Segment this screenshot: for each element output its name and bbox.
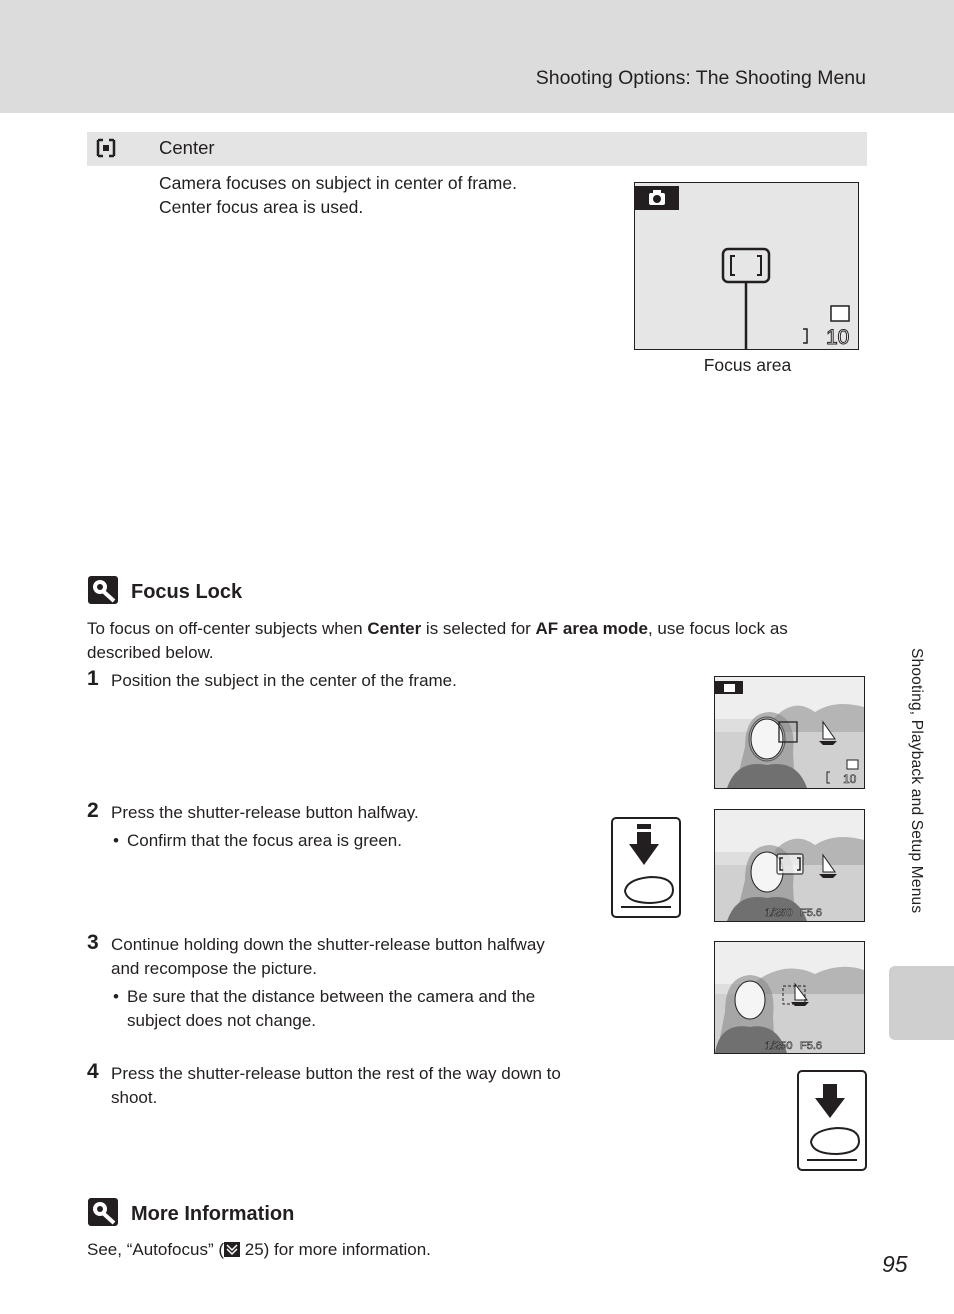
image-size-icon [831, 306, 849, 321]
option-label: Center [159, 137, 215, 158]
step-text-line: Press the shutter-release button the rest of the way down to [111, 1064, 561, 1083]
intro-text: , use focus lock as [647, 619, 788, 638]
intro-bold-af-area-mode: AF area mode [535, 619, 648, 638]
page-number: 95 [882, 1251, 908, 1277]
step-text: Position the subject in the center of the frame. [111, 671, 457, 690]
center-af-icon [96, 138, 116, 158]
step-number: 1 [87, 667, 99, 690]
step-number: 2 [87, 799, 99, 822]
tip-icon [88, 1198, 118, 1226]
more-info-text: 25) for more information. [240, 1240, 431, 1259]
step-text-line: shoot. [111, 1088, 158, 1107]
step-text-line: Continue holding down the shutter-release button halfway [111, 935, 545, 954]
camera-screen-illustration [634, 182, 859, 350]
viewfinder-thumbnail [714, 676, 865, 789]
focus-lock-intro [87, 617, 847, 665]
step-text [111, 1062, 561, 1110]
more-info-text: See, “Autofocus” ( [87, 1240, 225, 1259]
step-text-line: and recompose the picture. [111, 959, 318, 978]
intro-text: is selected for [421, 619, 536, 638]
intro-bold-center: Center [367, 619, 422, 638]
step-bullet [127, 985, 535, 1033]
header-band [0, 0, 954, 113]
bullet-line: subject does not change. [127, 1011, 317, 1030]
chapter-tab-marker [889, 966, 954, 1040]
description-line: Center focus area is used. [159, 197, 364, 217]
shutter-half-press-icon [611, 817, 681, 918]
shutter-full-press-icon [797, 1070, 867, 1171]
step-text [111, 933, 545, 981]
step-number: 4 [87, 1060, 99, 1083]
intro-text: described below. [87, 643, 214, 662]
intro-text: To focus on off-center subjects when [87, 619, 368, 638]
exposures-remaining: 10 [826, 326, 850, 349]
focus-area-label: Focus area [703, 355, 792, 375]
shutter-speed-readout: 1/250 [765, 1040, 793, 1052]
bullet-line: • Be sure that the distance between the camera and the [127, 987, 536, 1006]
page-header-title: Shooting Options: The Shooting Menu [535, 67, 866, 89]
description-line: Camera focuses on subject in center of frame. [159, 173, 517, 193]
page-reference-icon [224, 1242, 240, 1257]
focus-lock-title: Focus Lock [131, 581, 243, 603]
camera-screen-graphic [635, 183, 858, 349]
exposures-remaining: 10 [843, 772, 857, 786]
more-information-text [87, 1238, 431, 1262]
viewfinder-thumbnail [714, 941, 865, 1054]
step-text: Press the shutter-release button halfway. [111, 803, 419, 822]
option-description [159, 171, 589, 219]
aperture-readout: F5.6 [800, 907, 823, 919]
step-bullet: • Confirm that the focus area is green. [127, 829, 402, 853]
more-information-title: More Information [131, 1203, 295, 1225]
focus-area-frame [723, 249, 769, 282]
viewfinder-thumbnail [714, 809, 865, 922]
step-number: 3 [87, 931, 99, 954]
chapter-side-label: Shooting, Playback and Setup Menus [908, 648, 925, 914]
shutter-speed-readout: 1/250 [765, 907, 793, 919]
tip-icon [88, 576, 118, 604]
aperture-readout: F5.6 [800, 1040, 823, 1052]
